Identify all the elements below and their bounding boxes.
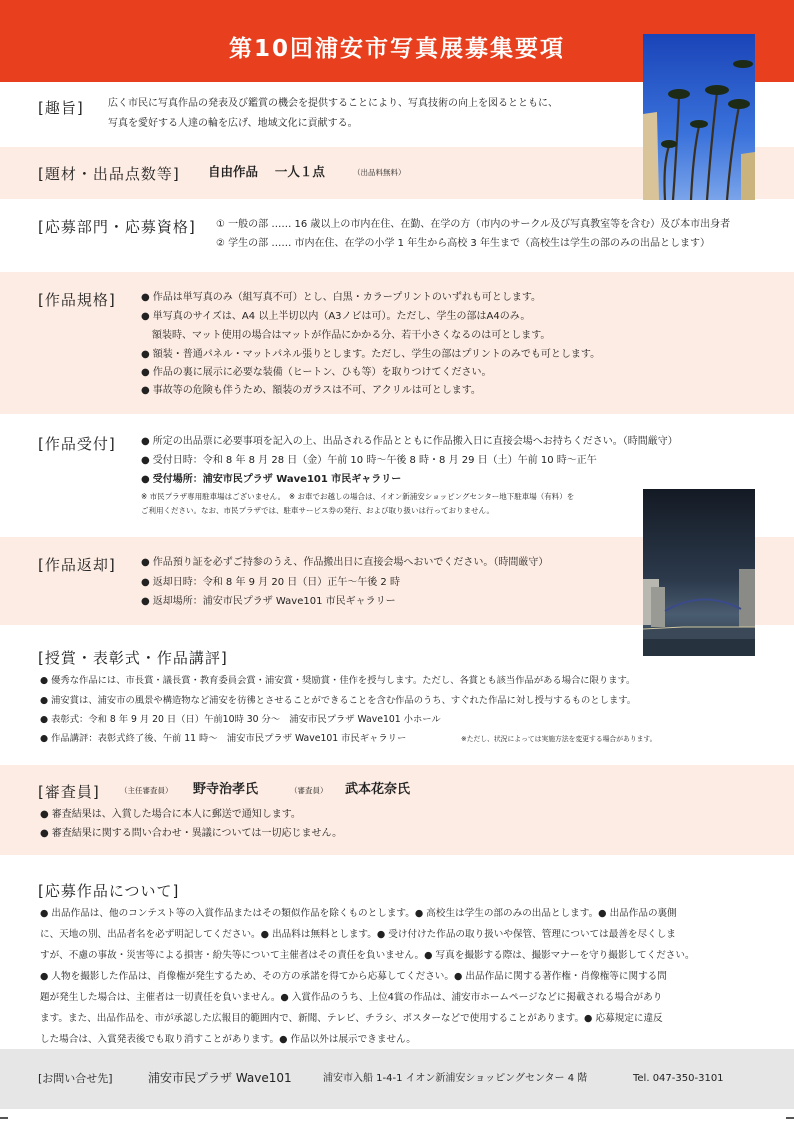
judges-item: ● 審査結果に関する問い合わせ・異議については一切応じません。: [40, 829, 342, 839]
theme-main: 自由作品 一人１点: [208, 164, 325, 179]
judges-item: ● 審査結果は、入賞した場合に本人に郵送で通知します。: [40, 810, 301, 820]
reception-label: [作品受付]: [38, 435, 116, 453]
contact-address: 浦安市入船 1-4-1 イオン新浦安ショッピングセンター 4 階: [323, 1073, 588, 1084]
entries-line: ます。また、出品作品を、市が承認した広報目的範囲内で、新聞、テレビ、チラシ、ポスターなどで使用することがあります。● 応募規定に違反: [40, 1013, 663, 1024]
categories-line-1: ① 一般の部 …… 16 歳以上の市内在住、在勤、在学の方（市内のサークル及び写真教室等を含む）及び本市出身者: [216, 219, 731, 230]
judges-chief-name: 野寺治孝氏: [193, 782, 259, 797]
awards-note: ※ただし、状況によっては実施方法を変更する場合があります。: [461, 735, 657, 743]
entries-line: 題が発生した場合は、主催者は一切責任を負いません。● 入賞作品のうち、上位4賞の作品は、浦安市ホームページなどに掲載される場合があり: [40, 992, 663, 1003]
purpose-label: [趣旨]: [38, 99, 84, 117]
palm-trees-photo: [643, 34, 755, 200]
entries-line: ● 人物を撮影した作品は、肖像権が発生するため、その方の承諾を得てから応募してください。● 出品作品に関する著作権・肖像権等に関する問: [40, 971, 667, 982]
crop-mark-right: [786, 1117, 794, 1119]
return-item: ● 返却日時：令和 8 年 9 月 20 日（日）正午〜午後 2 時: [141, 578, 400, 588]
return-label: [作品返却]: [38, 556, 116, 574]
canal-photo: [643, 489, 755, 656]
contact-venue: 浦安市民プラザ Wave101: [148, 1071, 292, 1085]
specs-item: ● 単写真のサイズは、A4 以上半切以内（A3ノビは可）。ただし、学生の部はA4のみ。: [141, 312, 530, 322]
judges-label: [審査員]: [38, 783, 100, 801]
theme-label: [題材・出品点数等]: [38, 165, 180, 183]
reception-note: ご利用ください。なお、市民プラザでは、駐車サービス券の発行、および取り扱いは行っておりません。: [141, 506, 494, 515]
page-title: 第10回浦安市写真展募集要項: [228, 36, 565, 62]
awards-item: ● 作品講評：表彰式終了後、午前 11 時〜 浦安市民プラザ Wave101 市民ギャラリー: [40, 734, 406, 743]
return-item: ● 返却場所：浦安市民プラザ Wave101 市民ギャラリー: [141, 597, 396, 607]
specs-item: 額装時、マット使用の場合はマットが作品にかかる分、若干小さくなるのは可とします。: [152, 330, 551, 341]
specs-item: ● 額装・普通パネル・マットパネル張りとします。ただし、学生の部はプリントのみでも可とします。: [141, 350, 600, 360]
contact-tel: Tel. 047-350-3101: [633, 1073, 724, 1084]
purpose-line-1: 広く市民に写真作品の発表及び鑑賞の機会を提供することにより、写真技術の向上を図るとともに、: [108, 98, 558, 109]
reception-note: ※ 市民プラザ専用駐車場はございません。 ※ お車でお越しの場合は、イオン新浦安ショッピングセンター地下駐車場（有料）を: [141, 492, 575, 501]
judges-judge-role: （審査員）: [290, 786, 328, 795]
specs-item: ● 作品は単写真のみ（組写真不可）とし、白黒・カラープリントのいずれも可とします。: [141, 293, 541, 303]
entries-line: すが、不慮の事故・災害等による損害・紛失等について主催者はその責任を負いません。● 写真を撮影する際は、撮影マナーを守り撮影してください。: [40, 950, 695, 961]
categories-label: [応募部門・応募資格]: [38, 218, 196, 236]
entries-paragraph: [40, 903, 758, 1050]
awards-label: [授賞・表彰式・作品講評]: [38, 649, 228, 667]
contact-label: [お問い合せ先]: [38, 1072, 113, 1085]
judges-judge-name: 武本花奈氏: [345, 782, 411, 797]
reception-item: ● 所定の出品票に必要事項を記入の上、出品される作品とともに作品搬入日に直接会場へお持ちください。（時間厳守）: [141, 437, 678, 447]
judges-chief-role: （主任審査員）: [120, 786, 173, 795]
theme-note: （出品料無料）: [353, 168, 406, 177]
categories-line-2: ② 学生の部 …… 市内在住、在学の小学 1 年生から高校 3 年生まで（高校生は学生の部のみの出品とします）: [216, 238, 710, 249]
entries-label: [応募作品について]: [38, 882, 180, 900]
specs-label: [作品規格]: [38, 291, 116, 309]
awards-item: ● 優秀な作品には、市長賞・議長賞・教育委員会賞・浦安賞・奨励賞・佳作を授与します。ただし、各賞とも該当作品がある場合に限ります。: [40, 676, 635, 685]
entries-line: した場合は、入賞発表後でも取り消すことがあります。● 作品以外は展示できません。: [40, 1034, 416, 1045]
reception-item: ● 受付日時：令和 8 年 8 月 28 日（金）午前 10 時〜午後 8 時・8 月 29 日（土）午前 10 時〜正午: [141, 456, 597, 466]
specs-item: ● 作品の裏に展示に必要な装備（ヒートン、ひも等）を取りつけてください。: [141, 368, 492, 378]
purpose-line-2: 写真を愛好する人達の輪を広げ、地域文化に貢献する。: [108, 118, 358, 129]
entries-line: ● 出品作品は、他のコンテスト等の入賞作品またはその類似作品を除くものとします。● 高校生は学生の部のみの出品とします。● 出品作品の裏側: [40, 908, 677, 919]
awards-item: ● 浦安賞は、浦安市の風景や構造物など浦安を彷彿とさせることができることを含む作品のうち、すぐれた作品に対し授与するものとします。: [40, 696, 636, 705]
crop-mark-left: [0, 1117, 8, 1119]
return-item: ● 作品預り証を必ずご持参のうえ、作品搬出日に直接会場へおいでください。（時間厳守）: [141, 558, 548, 568]
awards-item: ● 表彰式：令和 8 年 9 月 20 日（日）午前10時 30 分〜 浦安市民プラザ Wave101 小ホール: [40, 715, 441, 724]
reception-item: ● 受付場所：浦安市民プラザ Wave101 市民ギャラリー: [141, 475, 401, 485]
entries-line: に、天地の別、出品者名を必ず明記してください。● 出品料は無料とします。● 受け付けた作品の取り扱いや保管、管理については最善を尽くしま: [40, 929, 676, 940]
specs-item: ● 事故等の危険も伴うため、額装のガラスは不可、アクリルは可とします。: [141, 386, 481, 396]
